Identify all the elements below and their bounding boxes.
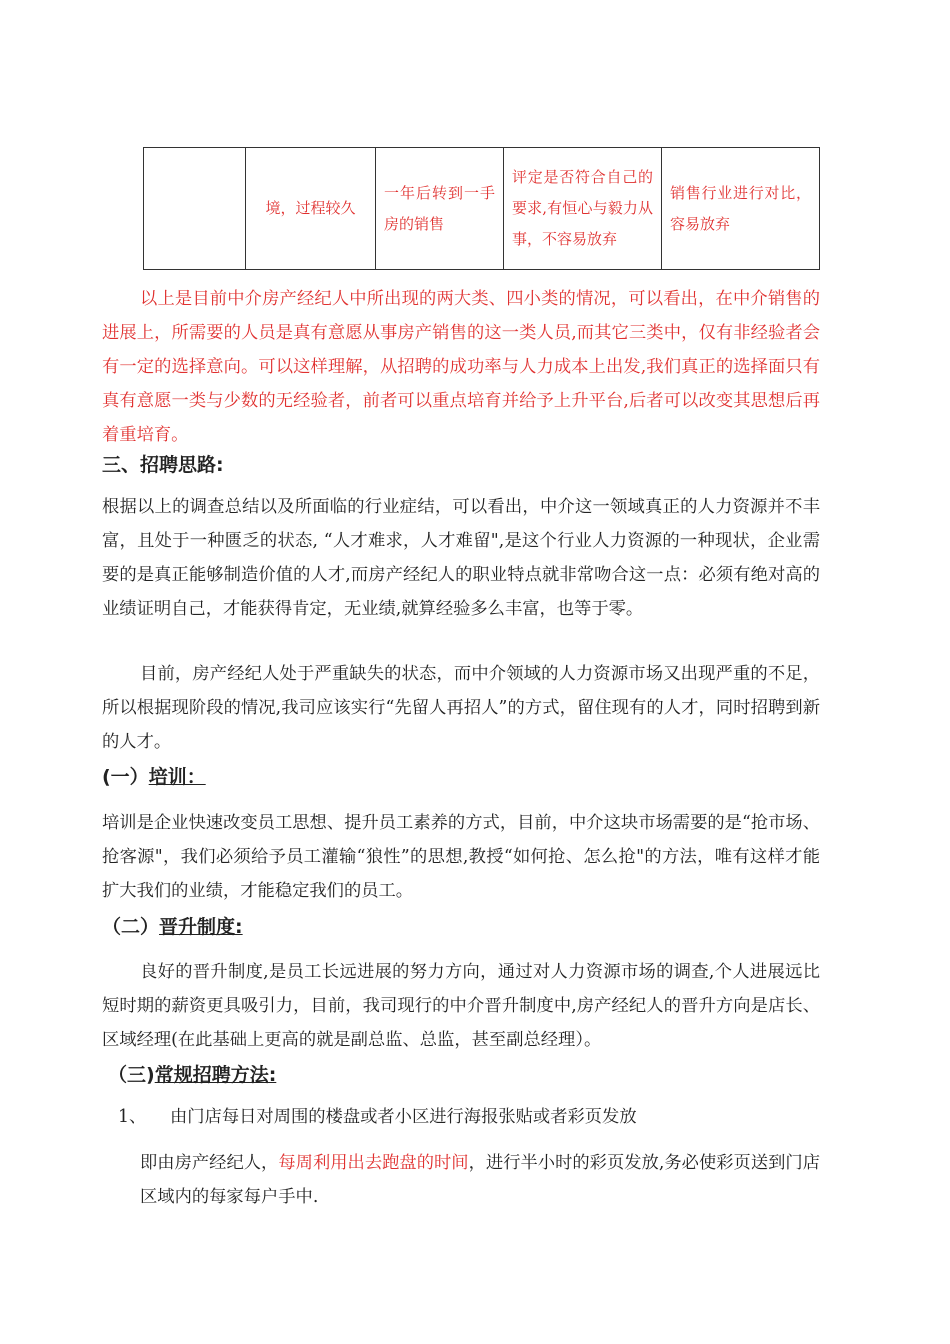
list-item-detail <box>140 1146 820 1214</box>
table-row <box>144 148 820 270</box>
subheading-title: 常规招聘方法: <box>154 1064 277 1086</box>
section3-paragraph-1: 根据以上的调查总结以及所面临的行业症结，可以看出，中介这一领域真正的人力资源并不丰富，且处于一种匮乏的状态, “人才难求，人才难留",是这个行业人力资源的一种现状，企业需要的是真正能够制造价值的人才,而房产经纪人的职业特点就非常吻合这一点：必须有绝对高的业绩证明自己，才能获得肯定，无业绩,就算经验多么丰富，也等于零。 <box>102 497 820 619</box>
table-cell: 销售行业进行对比，容易放弃 <box>662 148 820 270</box>
summary-paragraph: 以上是目前中介房产经纪人中所出现的两大类、四小类的情况，可以看出，在中介销售的进展上，所需要的人员是真有意愿从事房产销售的这一类人员,而其它三类中，仅有非经验者会有一定的选择意向。可以这样理解，从招聘的成功率与人力成本上出发,我们真正的选择面只有真有意愿一类与少数的无经验者，前者可以重点培育并给予上升平台,后者可以改变其思想后再着重培育。 <box>102 289 820 445</box>
table-cell: 一年后转到一手房的销售 <box>376 148 504 270</box>
table-cell <box>144 148 246 270</box>
subheading-training <box>102 760 206 794</box>
promotion-paragraph: 良好的晋升制度,是员工长远进展的努力方向，通过对人力资源市场的调查,个人进展远比短时期的薪资更具吸引力，目前，我司现行的中介晋升制度中,房产经纪人的晋升方向是店长、区域经理(在此基础上更高的就是副总监、总监，甚至副总经理）。 <box>102 962 820 1050</box>
subheading-prefix: (一） <box>102 766 149 788</box>
list-item-text: 由门店每日对周围的楼盘或者小区进行海报张贴或者彩页发放 <box>170 1107 637 1127</box>
subheading-title: 培训： <box>148 766 206 788</box>
list-item-number: 1、 <box>118 1107 147 1127</box>
detail-text-a: 即由房产经纪人， <box>140 1153 279 1173</box>
subheading-recruiting-methods <box>108 1058 276 1092</box>
detail-text-b: ，进行半小时的彩页发放,务必使彩页送到门店区域内的每家每户手中. <box>140 1153 820 1207</box>
subheading-title: 晋升制度: <box>159 916 243 938</box>
table-cell: 评定是否符合自己的要求,有恒心与毅力从事，不容易放弃 <box>504 148 662 270</box>
comparison-table <box>143 147 820 270</box>
section-heading-3: 三、招聘思路: <box>102 454 224 476</box>
subheading-prefix: （三) <box>108 1064 155 1086</box>
list-item <box>118 1100 637 1134</box>
subheading-promotion <box>102 910 243 944</box>
training-paragraph: 培训是企业快速改变员工思想、提升员工素养的方式，目前，中介这块市场需要的是“抢市场、抢客源"，我们必须给予员工灌输“狼性”的思想,教授“如何抢、怎么抢"的方法，唯有这样才能扩大我们的业绩，才能稳定我们的员工。 <box>102 813 820 901</box>
table-cell: 境，过程较久 <box>246 148 376 270</box>
subheading-prefix: （二） <box>102 916 160 938</box>
section3-paragraph-2: 目前，房产经纪人处于严重缺失的状态，而中介领域的人力资源市场又出现严重的不足，所以根据现阶段的情况,我司应该实行“先留人再招人”的方式，留住现有的人才，同时招聘到新的人才。 <box>102 664 820 752</box>
detail-text-highlight: 每周利用出去跑盘的时间 <box>278 1153 469 1173</box>
